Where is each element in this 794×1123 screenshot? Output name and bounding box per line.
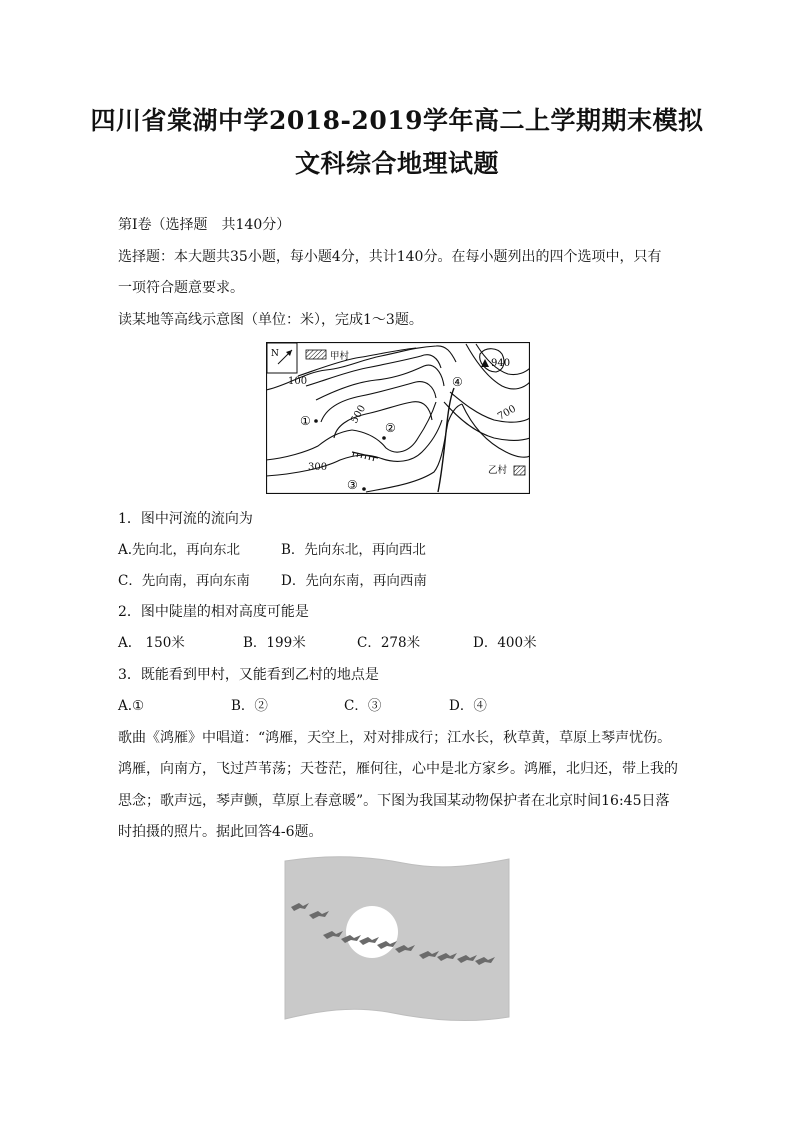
point-2-dot — [382, 436, 386, 440]
question-3-option-b: B．② — [231, 698, 268, 714]
passage-line-1: 歌曲《鸿雁》中唱道：“鸿雁，天空上，对对排成行；江水长，秋草黄，草原上琴声忧伤。 — [118, 730, 672, 746]
point-3-dot — [362, 487, 366, 491]
question-2-option-a: A. 150米 — [118, 635, 185, 651]
question-2-option-b: B．199米 — [243, 635, 306, 651]
question-3-stem: 3．既能看到甲村，又能看到乙村的地点是 — [118, 667, 379, 683]
question-1-option-b: B．先向东北，再向西北 — [281, 542, 426, 558]
village-jia-legend-icon — [306, 350, 326, 359]
contour-label-300: 300 — [308, 462, 328, 473]
document-title-line-1: 四川省棠湖中学2018-2019学年高二上学期期末模拟 — [90, 106, 704, 135]
sun-icon — [346, 906, 398, 958]
section-heading: 第Ⅰ卷（选择题 共140分） — [118, 217, 291, 233]
point-3-label: ③ — [347, 478, 358, 492]
question-2-stem: 2．图中陡崖的相对高度可能是 — [118, 604, 309, 620]
village-yi-legend-icon — [514, 466, 525, 475]
instructions-line-2: 一项符合题意要求。 — [118, 280, 244, 296]
peak-elevation-label: 940 — [491, 358, 511, 369]
passage-line-2: 鸿雁，向南方，飞过芦苇荡；天苍茫，雁何往，心中是北方家乡。鸿雁，北归还，带上我的 — [118, 761, 678, 777]
point-4-label: ④ — [452, 375, 463, 389]
map-intro: 读某地等高线示意图（单位：米），完成1～3题。 — [118, 312, 423, 328]
contour-label-700: 700 — [496, 403, 519, 423]
point-1-dot — [314, 419, 318, 423]
legend-yi-label: 乙村 — [488, 465, 508, 476]
question-3-option-d: D．④ — [449, 698, 487, 714]
north-label: N — [271, 349, 279, 359]
passage-line-4: 时拍摄的照片。据此回答4-6题。 — [118, 824, 323, 840]
question-2-option-d: D．400米 — [473, 635, 537, 651]
question-2-option-c: C．278米 — [357, 635, 421, 651]
point-2-label: ② — [385, 421, 396, 435]
question-1-option-a: A.先向北，再向东北 — [118, 542, 241, 558]
question-1-option-d: D．先向东南，再向西南 — [281, 573, 427, 589]
legend-jia-label: 甲村 — [330, 351, 350, 362]
contour-label-500: 500 — [349, 403, 369, 426]
sunset-geese-photo — [283, 853, 511, 1023]
question-3-option-a: A.① — [118, 698, 145, 714]
question-1-option-c: C．先向南，再向东南 — [118, 573, 250, 589]
document-title-line-2: 文科综合地理试题 — [294, 149, 499, 178]
point-1-label: ① — [300, 414, 311, 428]
contour-map — [266, 342, 530, 494]
contour-label-100: 100 — [288, 376, 308, 387]
passage-line-3: 思念；歌声远，琴声颤，草原上春意暖”。下图为我国某动物保护者在北京时间16:45日落 — [118, 793, 670, 809]
instructions-line-1: 选择题：本大题共35小题，每小题4分，共计140分。在每小题列出的四个选项中，只有 — [118, 249, 662, 265]
question-3-option-c: C．③ — [344, 698, 382, 714]
question-1-stem: 1．图中河流的流向为 — [118, 511, 253, 527]
